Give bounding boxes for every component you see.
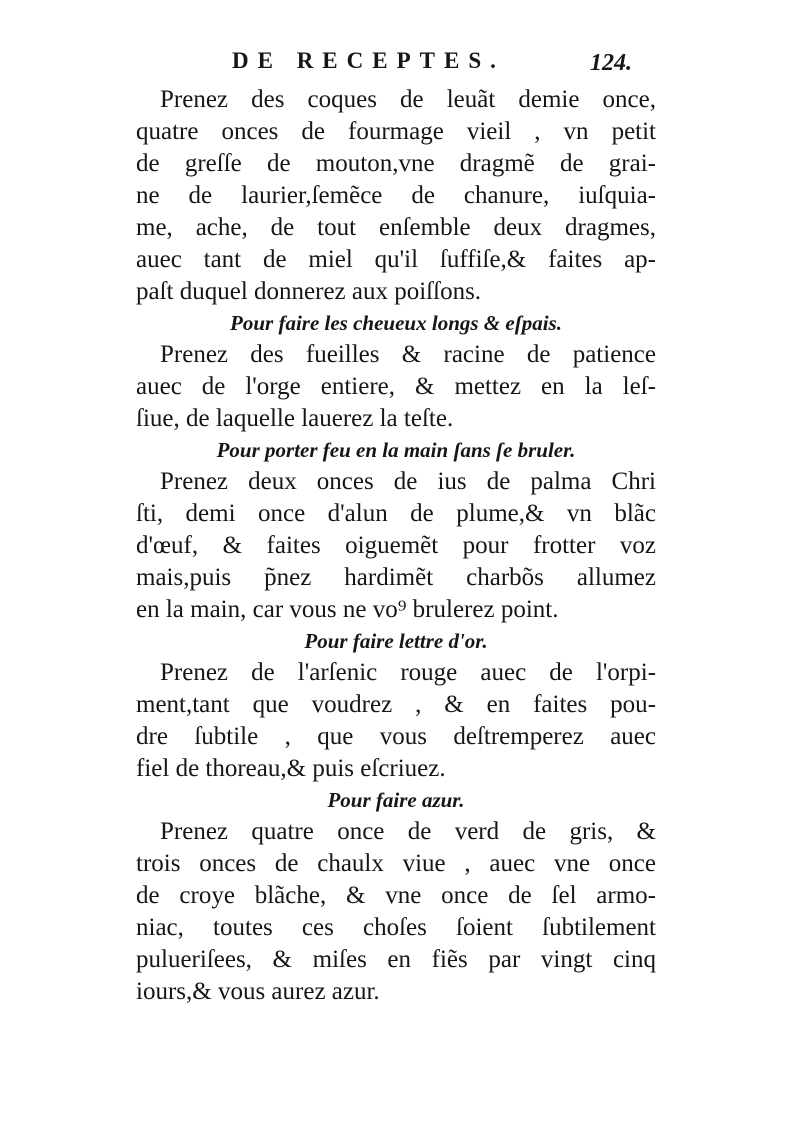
text-line: Prenez quatre once de verd de gris, & <box>160 818 656 845</box>
running-title: DE RECEPTES. <box>232 48 505 73</box>
recipe-heading: Pour porter feu en la main ſans ſe bruler. <box>216 438 576 462</box>
text-line: ne de laurier,ſemẽce de chanure, iuſquia- <box>136 182 656 209</box>
text-line: Prenez de l'arſenic rouge auec de l'orpi- <box>160 659 656 686</box>
text-line: quatre onces de fourmage vieil , vn petit <box>136 118 656 145</box>
recipe-section-azure <box>136 785 656 1008</box>
recipe-section-hair <box>136 308 656 435</box>
text-line: paſt duquel donnerez aux poiſſons. <box>136 278 482 305</box>
text-line: me, ache, de tout enſemble deux dragmes, <box>136 214 656 241</box>
text-line: ſiue, de laquelle lauerez la teſte. <box>136 405 454 432</box>
text-line: de croye blãche, & vne once de ſel armo- <box>136 882 656 909</box>
text-line: Prenez des fueilles & racine de patience <box>160 341 656 368</box>
text-block <box>136 84 656 1008</box>
text-line: dre ſubtile , que vous deſtremperez auec <box>136 723 656 750</box>
text-line: de greſſe de mouton,vne dragmẽ de grai- <box>136 150 656 177</box>
text-line: auec de l'orge entiere, & mettez en la leſ- <box>136 373 656 400</box>
text-line: ment,tant que voudrez , & en faites pou- <box>136 691 656 718</box>
text-line: niac, toutes ces choſes ſoient ſubtilement <box>136 914 656 941</box>
recipe-heading: Pour faire azur. <box>327 788 465 812</box>
running-head <box>0 48 800 82</box>
text-line: mais,puis p̃nez hardimẽt charbõs allumez <box>136 564 656 591</box>
text-line: auec tant de miel qu'il ſuffiſe,& faites ap- <box>136 246 656 273</box>
text-line: d'œuf, & faites oiguemẽt pour frotter voz <box>136 532 656 559</box>
page-number: 124. <box>590 50 632 76</box>
text-line: en la main, car vous ne vo⁹ brulerez point. <box>136 596 559 623</box>
text-line: Prenez des coques de leuãt demie once, <box>160 86 656 113</box>
recipe-heading: Pour faire les cheueux longs & eſpais. <box>230 311 562 335</box>
recipe-section-gold-letters <box>136 626 656 785</box>
recipe-section-fish-bait <box>136 84 656 308</box>
text-line: fiel de thoreau,& puis eſcriuez. <box>136 755 446 782</box>
text-line: Prenez deux onces de ius de palma Chri <box>160 468 656 495</box>
text-line: trois onces de chaulx viue , auec vne once <box>136 850 656 877</box>
recipe-section-fire <box>136 435 656 626</box>
recipe-heading: Pour faire lettre d'or. <box>304 629 488 653</box>
text-line: pulueriſees, & miſes en fiẽs par vingt cinq <box>136 946 656 973</box>
text-line: ſti, demi once d'alun de plume,& vn blãc <box>136 500 656 527</box>
text-line: iours,& vous aurez azur. <box>136 978 380 1005</box>
